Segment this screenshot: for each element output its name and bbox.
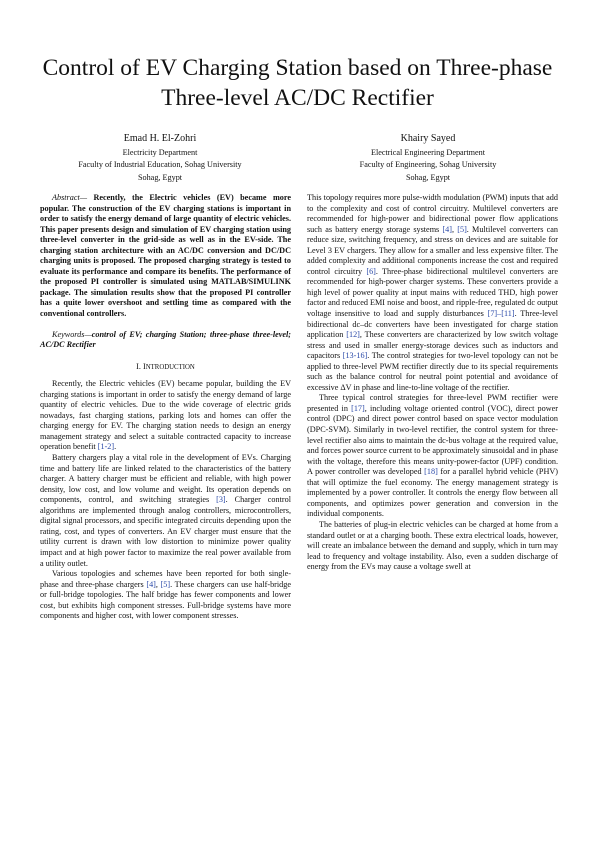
keywords-label: Keywords— [52,329,92,339]
paper-title [30,53,565,113]
right-paragraph-3: The batteries of plug-in electric vehicles can be charged at home from a standard outlet or at a charging booth. These extra electrical loads, however, will create an imbalance between the demand and supply, which in turn may lead to frequency and voltage instability. Also, even a sudden discharge of energy from the EVs may cause a voltage swell at [307,519,558,572]
citation-link[interactable]: [1-2] [97,442,115,452]
section-heading-introduction: I. INTRODUCTION [136,361,195,371]
author-institution: Faculty of Engineering, Sohag University [359,160,497,170]
author-block-1 [40,132,280,184]
author-block-2 [308,132,548,184]
right-column [307,193,558,573]
citation-link[interactable]: [13-16] [342,351,368,361]
title-line-1: Control of EV Charging Station based on Three-phase [42,55,553,81]
intro-paragraph-2: Battery chargers play a vital role in the development of EVs. Charging time and battery life are linked related to the characteristics of the battery charger. A battery charger must be efficient and reliable, with high power density, low cost, and low volume and weight. Its operation depends on components, control, and switching strategies [3]. Charger control algorithms are implemented through analog controllers, microcontrollers, digital signal processors, and specific integrated circuits depending upon the rating, cost, and types of converters. An EV charger must ensure that the utility current is drawn with low distortion to minimize power quality impact and at high power factor to maximize the real power available from a utility outlet. [40,453,291,568]
keywords-text: control of EV; charging Station; three-phase three-level; AC/DC Rectifier [40,329,291,350]
title-line-2: Three-level AC/DC Rectifier [161,85,434,111]
citation-link[interactable]: [5] [457,224,467,234]
intro-paragraph-1: Recently, the Electric vehicles (EV) became popular, building the EV charging stations is important in order to satisfy the energy demand of large quantity of electric vehicles. Due to the wide coverage of electric grids nowadays, fast charging stations, parking lots and homes can offer the charging energy for EV. The charging station needs to design an energy management strategy and select a suitable contracted capacity to increase operation benefit [1-2]. [40,379,291,452]
author-department: Electrical Engineering Department [370,148,486,157]
right-paragraph-1: This topology requires more pulse-width modulation (PWM) inputs that add to the complexity and cost of control circuitry. Multilevel converters are recommended for high-power and bidirectional power flow applications such as battery energy storage systems [4], [5]. Multilevel converters can reduce size, switching frequency, and stress on devices and are suitable for Level 3 EV chargers. They allow for a smaller and less expensive filter. The added complexity and additional components increase the cost and required control circuitry [6]. Three-phase bidirectional multilevel converters are recommended for high-power charger systems. These converters provide a high level of power quality at input mains with reduced THD, high power factor and reduced EMI noise and boost, and ripple-free, regulated dc output voltage insensitive to load and supply disturbances [7]–[11]. Three-level bidirectional dc–dc converters have been investigated for charge station application [12], These converters are characterized by low switch voltage stress and used in smaller energy-storage devices such as inductors and capacitors [13-16]. The control strategies for two-level topology can not be applied to three-level PWM rectifier directly due to its special requirements such as the balance control for neutral point potential and avoidance of excessive ΔV in phase and line-to-line voltage of the rectifier. [307,193,559,392]
author-institution: Faculty of Industrial Education, Sohag University [78,160,242,170]
citation-link[interactable]: [6] [366,266,376,276]
abstract [40,193,291,320]
author-location: Sohag, Egypt [137,172,183,182]
citation-link[interactable]: [18] [424,467,438,477]
citation-link[interactable]: [4] [146,579,156,589]
author-department: Electricity Department [122,148,198,157]
intro-paragraph-3: Various topologies and schemes have been reported for both single-phase and three-phase chargers [4], [5]. These chargers can use half-bridge or full-bridge topologies. The half bridge has fewer components and lower cost, but exhibits high component stresses. Full-bridge systems have more components and higher cost, with lower component stresses. [40,569,291,621]
citation-link[interactable]: [5] [160,579,171,589]
abstract-label: Abstract— [52,193,88,202]
citation-link[interactable]: [3] [216,495,226,505]
citation-link[interactable]: [7]–[11] [487,309,515,319]
author-location: Sohag, Egypt [405,172,451,182]
author-name: Emad H. El-Zohri [123,133,197,144]
right-paragraph-2: Three typical control strategies for three-level PWM rectifier were presented in [17], including voltage oriented control (VOC), direct power control (DPC) and direct power control based on space vector modulation (DPC-SVM). Similarly in two-level rectifier, the control system for three-level rectifier also aims to maintain the dc-bus voltage at the required value, and forces power source current to be approximately sinusoidal and in phase with the voltage, therefore this means unity-power-factor (UPF) condition. A power controller was developed [18] for a parallel hybrid vehicle (PHV) that will optimize the fuel economy. The energy management strategy is implemented by a power controller. It controls the energy flow between all components, and optimizes power generation and conversion in the individual components. [307,393,558,519]
abstract-text: Recently, the Electric vehicles (EV) became more popular. The construction of the EV charging stations is important in order to satisfy the energy demand of large quantity of electric vehicles. This paper presents design and simulation of EV charging station using three-level converter in the grid-side as well as in the EV-side. The charging station architecture with an AC/DC conversion and DC/DC charging units is proposed. The proposed charging strategy is tested to evaluate its performance and compare its benefits. The performance of the proposed PI controller is simulated using MATLAB/SIMULINK package. The simulation results show that the proposed PI controller has a quite lower overshoot and settling time as compared with the conventional controllers. [40,193,291,319]
author-name: Khairy Sayed [400,133,456,144]
left-column [40,193,291,622]
citation-link[interactable]: [4] [442,224,452,234]
citation-link[interactable]: [17] [351,403,365,413]
citation-link[interactable]: [12] [346,330,360,340]
keywords [40,330,291,351]
